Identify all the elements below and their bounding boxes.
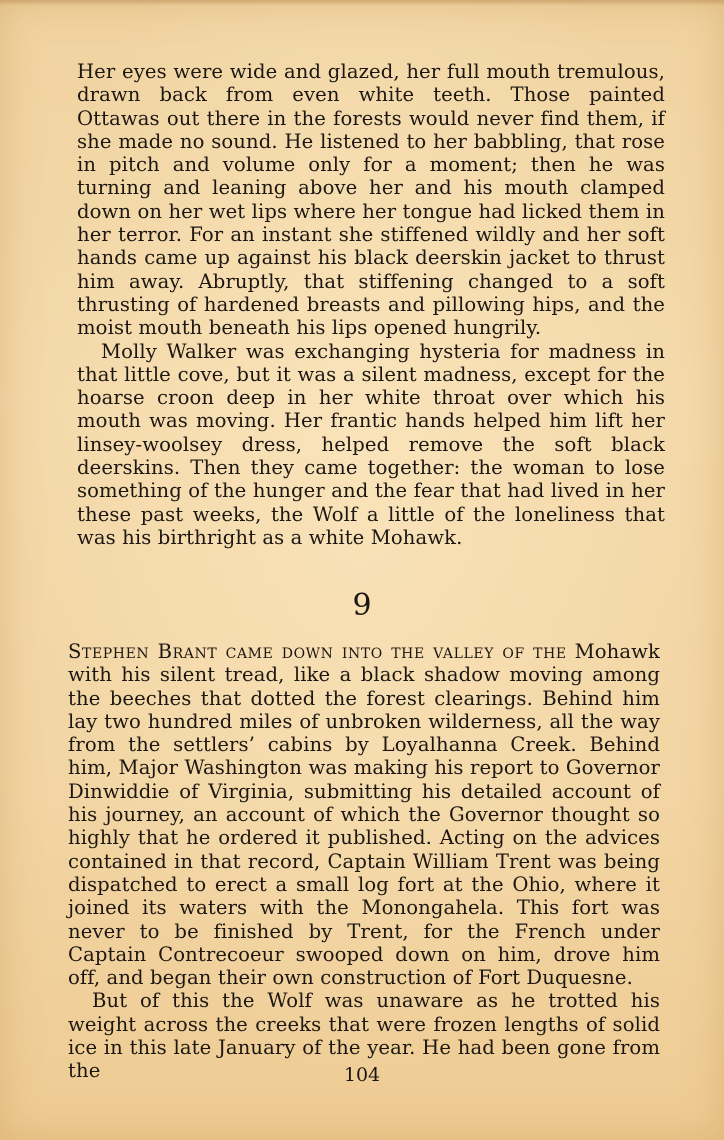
paragraph-but-of-this: But of this the Wolf was unaware as he trotted his weight across the creeks that were frozen lengths of solid ice in this late January of the year. He had been gone from the — [68, 989, 660, 1083]
chapter-opening-smallcaps: Stephen Brant came down into the valley of the — [68, 640, 567, 663]
paragraph-stephen-brant — [68, 640, 660, 989]
page-number: 104 — [343, 1064, 381, 1086]
section-one-text — [77, 60, 665, 549]
page-top-edge — [0, 0, 724, 6]
chapter-nine-text — [68, 640, 660, 1083]
paragraph-molly-walker: Molly Walker was exchanging hysteria for madness in that little cove, but it was a silent madness, except for the hoarse croon deep in her white throat over which his mouth was moving. Her frantic hands helped him lift her linsey-woolsey dress, helped remove the soft black deerskins. Then they came together: the woman to lose something of the hunger and the fear that had lived in her these past weeks, the Wolf a little of the loneliness that was his birthright as a white Mohawk. — [77, 339, 665, 549]
chapter-opening-rest: Mohawk with his silent tread, like a black shadow moving among the beeches that dotted the forest clearings. Behind him lay two hundred miles of unbroken wilderness, all the way from the settlers’ cabins by Loyalhanna Creek. Behind him, Major Washington was making his report to Governor Dinwiddie of Virginia, submitting his detailed account of his journey, an account of which the Governor thought so highly that he ordered it published. Acting on the advices contained in that record, Captain William Trent was being dispatched to erect a small log fort at the Ohio, where it joined its waters with the Monongahela. This fort was never to be finished by Trent, for the French under Captain Contrecoeur swooped down on him, drove him off, and began their own construction of Fort Duquesne. — [68, 640, 660, 990]
paragraph-her-eyes: Her eyes were wide and glazed, her full mouth tremulous, drawn back from even white teeth. Those painted Ottawas out there in the forests would never find them, if she made no sound. He listened to her babbling, that rose in pitch and volume only for a moment; then he was turning and leaning above her and his mouth clamped down on her wet lips where her tongue had licked them in her terror. For an instant she stiffened wildly and her soft hands came up against his black deerskin jacket to thrust him away. Abruptly, that stiffening changed to a soft thrusting of hardened breasts and pillowing hips, and the moist mouth beneath his lips opened hungrily. — [77, 60, 665, 340]
chapter-number: 9 — [352, 588, 372, 623]
